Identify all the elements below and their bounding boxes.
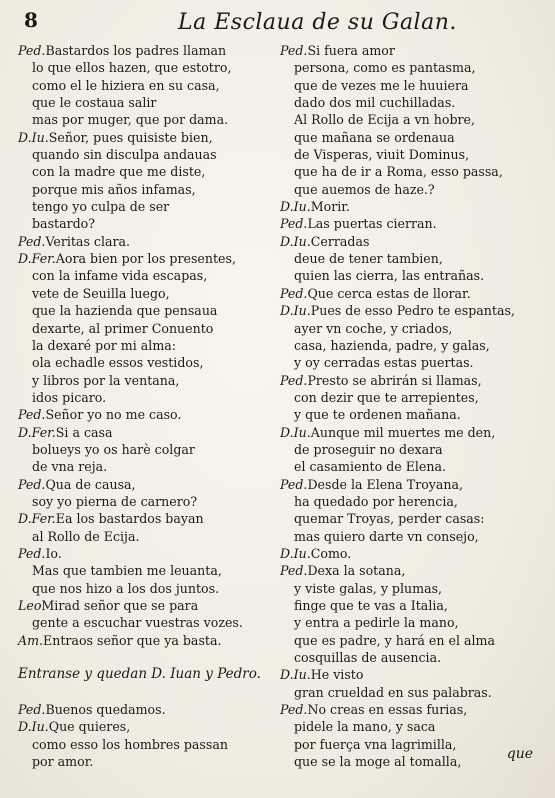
verse-text: gran crueldad en sus palabras. <box>294 684 492 700</box>
speaker-label: D.Iu. <box>18 129 49 145</box>
verse-line <box>280 285 538 302</box>
running-title: La Esclaua de su Galan. <box>178 10 457 35</box>
verse-text: que nos hizo a los dos juntos. <box>32 580 220 596</box>
verse-text: Veritas clara. <box>45 233 131 249</box>
verse-text: Mas que tambien me leuanta, <box>32 563 222 579</box>
verse-text: Si a casa <box>55 424 113 440</box>
verse-line <box>18 337 276 354</box>
speaker-label: Ped. <box>280 216 308 232</box>
verse-line <box>18 753 276 770</box>
verse-text: Qua de causa, <box>45 476 136 492</box>
verse-line <box>280 129 538 146</box>
verse-line <box>280 146 538 163</box>
verse-text: Si fuera amor <box>307 43 395 58</box>
page-header <box>18 0 545 42</box>
speaker-label: Leo <box>18 598 42 613</box>
verse-text: y libros por la ventana, <box>32 372 180 388</box>
verse-text: por amor. <box>32 754 94 770</box>
verse-text: que le costaua salir <box>32 95 157 111</box>
verse-line <box>280 389 538 406</box>
verse-line <box>280 233 538 250</box>
verse-text: gente a escuchar vuestras vozes. <box>32 615 243 631</box>
verse-line <box>280 424 538 441</box>
verse-text: Buenos quedamos. <box>45 702 166 718</box>
verse-text: el casamiento de Elena. <box>294 459 447 475</box>
right-column <box>280 42 538 770</box>
verse-line <box>18 59 276 76</box>
speaker-label: D.Iu. <box>280 667 311 683</box>
verse-text: que de vezes me le huuiera <box>294 77 469 93</box>
speaker-label: Ped. <box>280 702 308 718</box>
verse-line <box>280 649 538 666</box>
verse-line <box>280 441 538 458</box>
verse-text: vete de Seuilla luego, <box>32 285 170 301</box>
verse-text: Dexa la sotana, <box>307 563 406 579</box>
verse-text: No creas en essas furias, <box>307 702 468 718</box>
verse-line <box>280 510 538 527</box>
verse-text: lo que ellos hazen, que estotro, <box>32 60 232 76</box>
verse-line <box>18 146 276 163</box>
verse-text: con dezir que te arrepientes, <box>294 389 479 405</box>
verse-line <box>280 701 538 718</box>
verse-text: Mirad señor que se para <box>41 598 199 613</box>
speaker-label: Ped. <box>18 407 46 423</box>
speaker-label: Ped. <box>280 43 308 58</box>
verse-text: con la madre que me diste, <box>32 164 206 180</box>
verse-line <box>18 406 276 423</box>
verse-line <box>18 580 276 597</box>
verse-line <box>280 614 538 631</box>
verse-line <box>280 42 538 59</box>
verse-text: mas quiero darte vn consejo, <box>294 528 479 544</box>
speaker-label: D.Fer. <box>18 511 56 527</box>
verse-line <box>18 285 276 302</box>
verse-line <box>18 111 276 128</box>
verse-line <box>18 77 276 94</box>
verse-text: y viste galas, y plumas, <box>294 580 443 596</box>
verse-line <box>18 320 276 337</box>
verse-text: persona, como es pantasma, <box>294 60 476 76</box>
verse-line <box>280 111 538 128</box>
verse-line <box>18 562 276 579</box>
verse-text: Io. <box>45 545 62 561</box>
verse-text: Bastardos los padres llaman <box>45 43 227 58</box>
verse-line <box>18 42 276 59</box>
verse-line <box>280 736 538 753</box>
verse-text: y oy cerradas estas puertas. <box>294 355 474 371</box>
verse-text: Que cerca estas de llorar. <box>307 285 471 301</box>
verse-line <box>280 545 538 562</box>
speaker-label: Ped. <box>280 476 308 492</box>
verse-text: casa, hazienda, padre, y galas, <box>294 337 490 353</box>
verse-line <box>280 250 538 267</box>
verse-text: que es padre, y hará en el alma <box>294 632 495 648</box>
verse-text: de Visperas, viuit Dominus, <box>294 147 470 163</box>
speaker-label: Ped. <box>18 43 46 58</box>
verse-text: quemar Troyas, perder casas: <box>294 511 485 527</box>
verse-text: que auemos de haze.? <box>294 181 435 197</box>
speaker-label: D.Iu. <box>18 719 49 735</box>
speaker-label: Am. <box>18 632 44 648</box>
verse-text: bastardo? <box>32 216 96 232</box>
verse-line <box>280 77 538 94</box>
verse-line <box>18 424 276 441</box>
verse-line <box>18 129 276 146</box>
verse-line <box>18 545 276 562</box>
verse-text: bolueys yo os harè colgar <box>32 441 195 457</box>
verse-text: Al Rollo de Ecija a vn hobre, <box>294 112 476 128</box>
speaker-label: D.Iu. <box>280 545 311 561</box>
verse-text: por fuerça vna lagrimilla, <box>294 736 457 752</box>
speaker-label: D.Fer. <box>18 424 56 440</box>
verse-line <box>280 198 538 215</box>
verse-text: pidele la mano, y saca <box>294 719 436 735</box>
verse-text: Aunque mil muertes me den, <box>310 424 496 440</box>
speaker-label: Ped. <box>280 285 308 301</box>
stage-direction: Entranse y quedan D. Iuan y Pedro. <box>18 666 261 683</box>
verse-text: Pues de esso Pedro te espantas, <box>310 303 515 319</box>
verse-line <box>280 406 538 423</box>
verse-line <box>280 59 538 76</box>
verse-text: de proseguir no dexara <box>294 441 443 457</box>
verse-line <box>280 215 538 232</box>
verse-text: con la infame vida escapas, <box>32 268 208 284</box>
verse-text: Como. <box>310 545 352 561</box>
verse-line <box>18 441 276 458</box>
verse-line <box>280 267 538 284</box>
verse-line <box>280 354 538 371</box>
verse-line <box>18 493 276 510</box>
verse-line <box>280 337 538 354</box>
verse-line <box>280 94 538 111</box>
verse-line <box>280 302 538 319</box>
speaker-label: Ped. <box>18 545 46 561</box>
verse-text: finge que te vas a Italia, <box>294 598 448 613</box>
verse-line <box>18 302 276 319</box>
verse-text: cosquillas de ausencia. <box>294 650 442 666</box>
verse-text: Entraos señor que ya basta. <box>43 632 222 648</box>
verse-text: la dexaré por mi alma: <box>32 337 177 353</box>
left-column <box>18 42 276 770</box>
verse-line <box>280 493 538 510</box>
speaker-label: D.Fer. <box>18 251 56 267</box>
verse-text: mas por muger, que por dama. <box>32 112 229 128</box>
verse-line <box>280 597 538 614</box>
verse-text: Señor, pues quisiste bien, <box>48 129 213 145</box>
verse-line <box>280 528 538 545</box>
verse-text: Desde la Elena Troyana, <box>307 476 464 492</box>
verse-line <box>280 163 538 180</box>
verse-line <box>280 718 538 735</box>
verse-text: de vna reja. <box>32 459 108 475</box>
verse-line <box>18 354 276 371</box>
verse-text: He visto <box>310 667 364 683</box>
verse-line <box>18 267 276 284</box>
verse-line <box>280 476 538 493</box>
verse-line <box>18 666 276 683</box>
verse-line <box>280 753 538 770</box>
verse-text: que se la moge al tomalla, <box>294 754 462 770</box>
verse-line <box>18 181 276 198</box>
verse-text: Aora bien por los presentes, <box>55 251 236 267</box>
verse-text: Ea los bastardos bayan <box>55 511 204 527</box>
verse-text: quando sin disculpa andauas <box>32 147 217 163</box>
verse-line <box>280 320 538 337</box>
speaker-label: Ped. <box>18 233 46 249</box>
verse-text: dexarte, al primer Conuento <box>32 320 214 336</box>
verse-line <box>18 649 276 666</box>
speaker-label: D.Iu. <box>280 233 311 249</box>
verse-text: ayer vn coche, y criados, <box>294 320 453 336</box>
verse-text: que ha de ir a Roma, esso passa, <box>294 164 503 180</box>
verse-text: Que quieres, <box>48 719 131 735</box>
speaker-label: Ped. <box>18 476 46 492</box>
verse-text: como el le hiziera en su casa, <box>32 77 220 93</box>
verse-text: que la hazienda que pensaua <box>32 303 218 319</box>
verse-line <box>18 458 276 475</box>
verse-text: como esso los hombres passan <box>32 736 228 752</box>
verse-text: deue de tener tambien, <box>294 251 443 267</box>
verse-line <box>18 718 276 735</box>
catchword: que <box>506 746 533 762</box>
verse-line <box>280 684 538 701</box>
verse-text: Presto se abrirán si llamas, <box>307 372 482 388</box>
verse-line <box>18 94 276 111</box>
verse-line <box>18 701 276 718</box>
speaker-label: Ped. <box>18 702 46 718</box>
verse-line <box>18 632 276 649</box>
verse-text: tengo yo culpa de ser <box>32 199 170 215</box>
verse-text: quien las cierra, las entrañas. <box>294 268 485 284</box>
verse-line <box>18 250 276 267</box>
verse-line <box>18 597 276 614</box>
verse-text: dado dos mil cuchilladas. <box>294 95 456 111</box>
verse-text: porque mis años infamas, <box>32 181 196 197</box>
verse-line <box>18 510 276 527</box>
speaker-label: Ped. <box>280 372 308 388</box>
verse-line <box>18 614 276 631</box>
verse-line <box>280 181 538 198</box>
verse-text: y que te ordenen mañana. <box>294 407 461 423</box>
verse-text: Las puertas cierran. <box>307 216 437 232</box>
verse-line <box>18 233 276 250</box>
verse-line <box>280 562 538 579</box>
verse-line <box>280 580 538 597</box>
verse-text: al Rollo de Ecija. <box>32 528 140 544</box>
verse-text: Cerradas <box>310 233 370 249</box>
page-number: 8 <box>24 8 38 32</box>
verse-line <box>18 528 276 545</box>
verse-text: ha quedado por herencia, <box>294 493 458 509</box>
verse-text: Morir. <box>310 199 350 215</box>
verse-text: Señor yo no me caso. <box>45 407 182 423</box>
verse-text: soy yo pierna de carnero? <box>32 493 198 509</box>
verse-text: que mañana se ordenaua <box>294 129 455 145</box>
speaker-label: D.Iu. <box>280 424 311 440</box>
verse-line <box>280 372 538 389</box>
verse-line <box>18 198 276 215</box>
speaker-label: D.Iu. <box>280 199 311 215</box>
verse-line <box>18 684 276 701</box>
verse-line <box>280 458 538 475</box>
verse-line <box>18 736 276 753</box>
verse-line <box>280 666 538 683</box>
verse-line <box>280 632 538 649</box>
speaker-label: Ped. <box>280 563 308 579</box>
verse-line <box>18 389 276 406</box>
verse-text: y entra a pedirle la mano, <box>294 615 459 631</box>
verse-line <box>18 372 276 389</box>
verse-text: ola echadle essos vestidos, <box>32 355 204 371</box>
verse-text: idos picaro. <box>32 389 107 405</box>
verse-line <box>18 476 276 493</box>
speaker-label: D.Iu. <box>280 303 311 319</box>
verse-line <box>18 163 276 180</box>
verse-line <box>18 215 276 232</box>
